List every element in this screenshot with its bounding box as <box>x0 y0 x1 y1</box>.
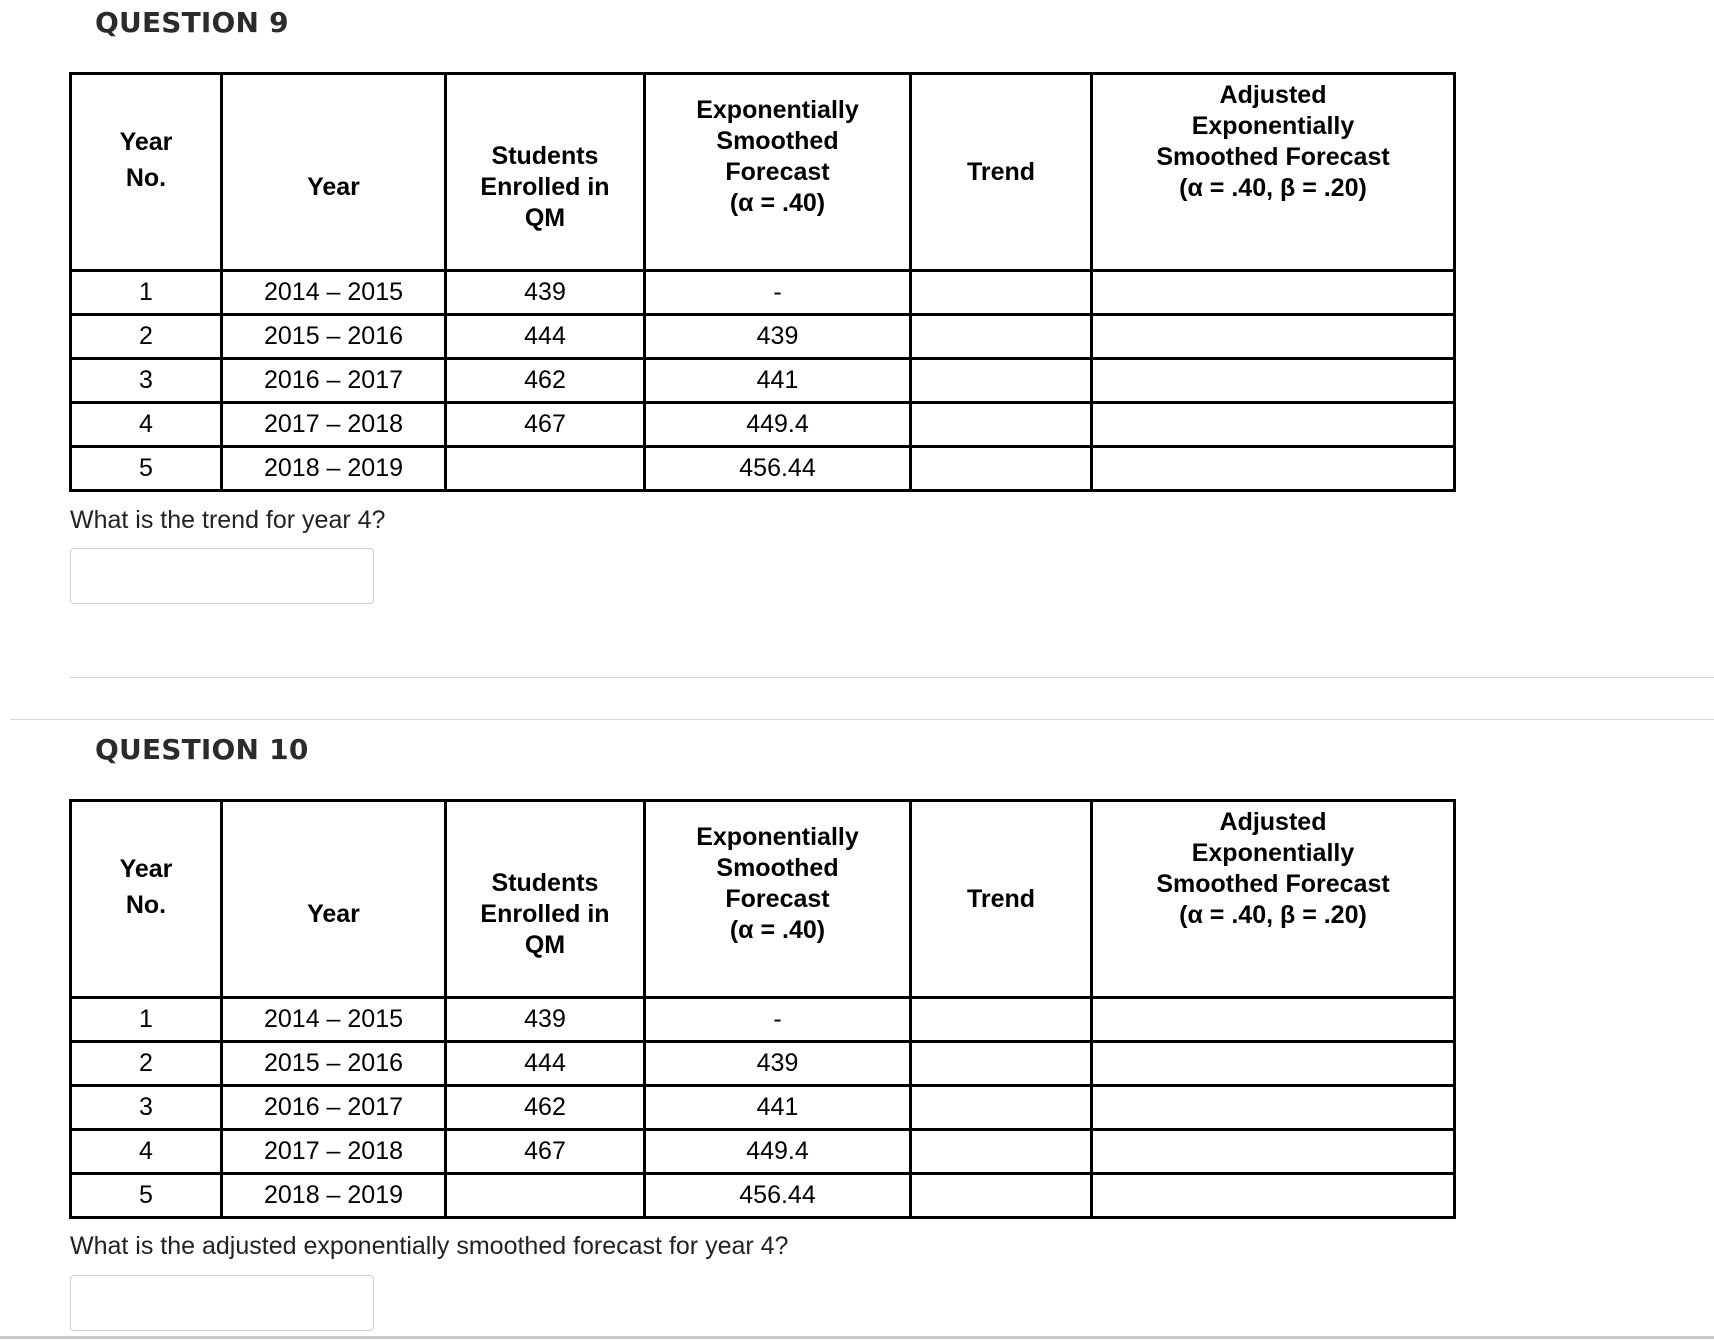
cell-year: 2016 – 2017 <box>222 359 446 403</box>
cell-trend <box>911 1174 1092 1218</box>
header-trend: Trend <box>911 74 1092 271</box>
header-students-enrolled: Students Enrolled in QM <box>446 801 645 998</box>
table-row <box>71 271 1455 315</box>
cell-year-no: 5 <box>71 1174 222 1218</box>
question-divider <box>70 677 1714 678</box>
cell-year: 2014 – 2015 <box>222 998 446 1042</box>
header-trend: Trend <box>911 801 1092 998</box>
cell-adjusted <box>1092 315 1455 359</box>
cell-year-no: 1 <box>71 271 222 315</box>
question-9-table <box>69 72 1456 492</box>
cell-year: 2014 – 2015 <box>222 271 446 315</box>
cell-year-no: 4 <box>71 403 222 447</box>
cell-year: 2017 – 2018 <box>222 1130 446 1174</box>
cell-year-no: 3 <box>71 1086 222 1130</box>
question-10-answer-input[interactable] <box>70 1275 374 1331</box>
cell-year-no: 1 <box>71 998 222 1042</box>
cell-trend <box>911 403 1092 447</box>
cell-forecast: - <box>645 998 911 1042</box>
cell-trend <box>911 1130 1092 1174</box>
cell-forecast: 439 <box>645 315 911 359</box>
cell-forecast: 456.44 <box>645 447 911 491</box>
cell-enrolled: 462 <box>446 359 645 403</box>
cell-forecast: 441 <box>645 359 911 403</box>
cell-forecast: 441 <box>645 1086 911 1130</box>
cell-adjusted <box>1092 1086 1455 1130</box>
cell-forecast: 439 <box>645 1042 911 1086</box>
table-header-row <box>71 74 1455 271</box>
header-exp-smoothed-forecast: Exponentially Smoothed Forecast (α = .40) <box>645 801 911 998</box>
header-year-no: Year No. <box>71 801 222 998</box>
table-header-row <box>71 801 1455 998</box>
cell-trend <box>911 1042 1092 1086</box>
cell-year-no: 2 <box>71 315 222 359</box>
question-9-prompt: What is the trend for year 4? <box>70 506 386 534</box>
cell-year: 2017 – 2018 <box>222 403 446 447</box>
cell-year-no: 4 <box>71 1130 222 1174</box>
cell-forecast: 449.4 <box>645 1130 911 1174</box>
header-year: Year <box>222 801 446 998</box>
header-year: Year <box>222 74 446 271</box>
section-divider <box>10 719 1714 720</box>
cell-adjusted <box>1092 1130 1455 1174</box>
table-row <box>71 1042 1455 1086</box>
cell-adjusted <box>1092 1042 1455 1086</box>
cell-trend <box>911 359 1092 403</box>
table-row <box>71 315 1455 359</box>
cell-enrolled: 467 <box>446 403 645 447</box>
cell-year: 2015 – 2016 <box>222 315 446 359</box>
cell-adjusted <box>1092 403 1455 447</box>
cell-year-no: 2 <box>71 1042 222 1086</box>
cell-year: 2018 – 2019 <box>222 447 446 491</box>
cell-adjusted <box>1092 447 1455 491</box>
question-9-title: QUESTION 9 <box>95 6 289 39</box>
cell-enrolled: 444 <box>446 315 645 359</box>
cell-year: 2015 – 2016 <box>222 1042 446 1086</box>
table-row <box>71 998 1455 1042</box>
cell-year: 2018 – 2019 <box>222 1174 446 1218</box>
header-students-enrolled: Students Enrolled in QM <box>446 74 645 271</box>
cell-enrolled <box>446 447 645 491</box>
question-10-prompt: What is the adjusted exponentially smoothed forecast for year 4? <box>70 1232 789 1260</box>
cell-trend <box>911 447 1092 491</box>
cell-trend <box>911 998 1092 1042</box>
cell-adjusted <box>1092 271 1455 315</box>
table-row <box>71 1174 1455 1218</box>
header-adjusted-forecast: Adjusted Exponentially Smoothed Forecast (α = .40, β = .20) <box>1092 801 1455 998</box>
question-10-title: QUESTION 10 <box>95 733 309 766</box>
bottom-divider <box>0 1336 1714 1339</box>
question-10-table <box>69 799 1456 1219</box>
cell-trend <box>911 1086 1092 1130</box>
cell-forecast: - <box>645 271 911 315</box>
cell-adjusted <box>1092 1174 1455 1218</box>
header-adjusted-forecast: Adjusted Exponentially Smoothed Forecast (α = .40, β = .20) <box>1092 74 1455 271</box>
table-row <box>71 403 1455 447</box>
cell-year: 2016 – 2017 <box>222 1086 446 1130</box>
table-row <box>71 1130 1455 1174</box>
header-exp-smoothed-forecast: Exponentially Smoothed Forecast (α = .40) <box>645 74 911 271</box>
cell-adjusted <box>1092 998 1455 1042</box>
cell-enrolled: 462 <box>446 1086 645 1130</box>
cell-forecast: 456.44 <box>645 1174 911 1218</box>
cell-trend <box>911 271 1092 315</box>
cell-enrolled: 439 <box>446 998 645 1042</box>
cell-adjusted <box>1092 359 1455 403</box>
cell-enrolled: 444 <box>446 1042 645 1086</box>
question-9-answer-input[interactable] <box>70 548 374 604</box>
table-row <box>71 447 1455 491</box>
table-row <box>71 359 1455 403</box>
cell-enrolled: 467 <box>446 1130 645 1174</box>
header-year-no: Year No. <box>71 74 222 271</box>
cell-enrolled <box>446 1174 645 1218</box>
cell-forecast: 449.4 <box>645 403 911 447</box>
cell-trend <box>911 315 1092 359</box>
table-row <box>71 1086 1455 1130</box>
cell-enrolled: 439 <box>446 271 645 315</box>
cell-year-no: 3 <box>71 359 222 403</box>
cell-year-no: 5 <box>71 447 222 491</box>
